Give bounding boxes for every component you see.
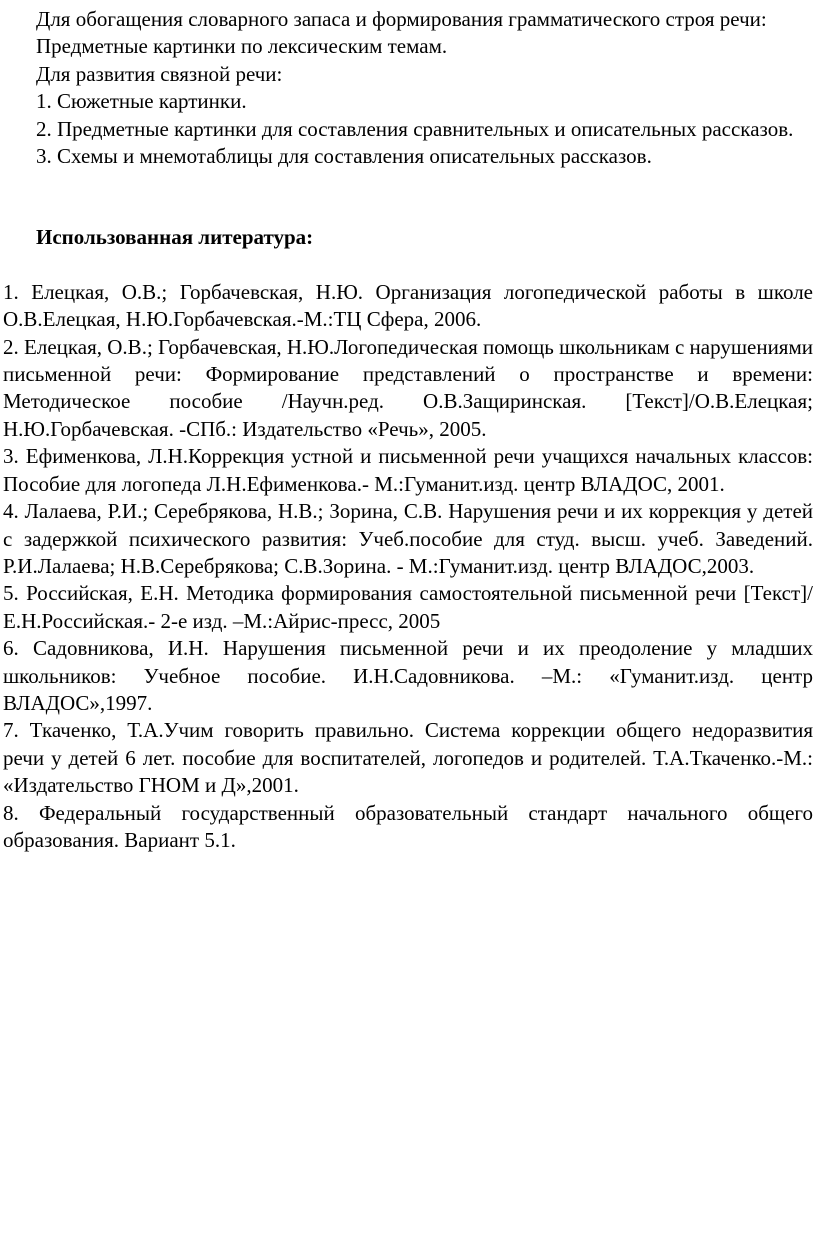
intro-paragraph-vocabulary: Для обогащения словарного запаса и формирования грамматического строя речи: bbox=[36, 7, 767, 31]
intro-list-item-2: 2. Предметные картинки для составления сравнительных и описательных рассказов. bbox=[36, 116, 794, 141]
section-spacer bbox=[3, 170, 813, 224]
reference-item: 5. Российская, Е.Н. Методика формирования самостоятельной письменной речи [Текст]/Е.Н.Российская.- 2-е изд. –М.:Айрис-пресс, 2005 bbox=[3, 581, 813, 633]
reference-item: 7. Ткаченко, Т.А.Учим говорить правильно. Система коррекции общего недоразвития речи у детей 6 лет. пособие для воспитателей, логопедов и родителей. Т.А.Ткаченко.-М.: «Издательство ГНОМ и Д»,2001. bbox=[3, 718, 813, 798]
references-list bbox=[3, 279, 813, 855]
references-heading: Использованная литература: bbox=[36, 225, 314, 250]
reference-item: 4. Лалаева, Р.И.; Серебрякова, Н.В.; Зорина, С.В. Нарушения речи и их коррекция у детей с задержкой психического развития: Учеб.пособие для студ. высш. учеб. Заведений. Р.И.Лалаева; Н.В.Серебрякова; С.В.Зорина. - М.:Гуманит.изд. центр ВЛАДОС,2003. bbox=[3, 499, 813, 578]
reference-item: 8. Федеральный государственный образовательный стандарт начального общего образования. Вариант 5.1. bbox=[3, 800, 813, 852]
intro-list-item-1: 1. Сюжетные картинки. bbox=[36, 89, 247, 114]
reference-item: 3. Ефименкова, Л.Н.Коррекция устной и письменной речи учащихся начальных классов: Пособие для логопеда Л.Н.Ефименкова.- М.:Гуманит.изд. центр ВЛАДОС, 2001. bbox=[3, 444, 813, 496]
intro-list-item-3: 3. Схемы и мнемотаблицы для составления описательных рассказов. bbox=[36, 144, 652, 169]
reference-item: 1. Елецкая, О.В.; Горбачевская, Н.Ю. Организация логопедической работы в школе О.В.Елецкая, Н.Ю.Горбачевская.-М.:ТЦ Сфера, 2006. bbox=[3, 279, 813, 332]
intro-paragraph-coherent-speech: Для развития связной речи: bbox=[36, 61, 283, 86]
intro-paragraph-subject-pictures: Предметные картинки по лексическим темам. bbox=[36, 34, 448, 59]
reference-item: 2. Елецкая, О.В.; Горбачевская, Н.Ю.Логопедическая помощь школьникам с нарушениями письменной речи: Формирование представлений о пространстве и времени: Методическое пособие /Научн.ред. О.В.Защиринская. [Текст]/О.В.Елецкая; Н.Ю.Горбачевская. -СПб.: Издательство «Речь», 2005. bbox=[3, 334, 813, 441]
reference-item: 6. Садовникова, И.Н. Нарушения письменной речи и их преодоление у младших школьников: Учебное пособие. И.Н.Садовникова. –М.: «Гуманит.изд. центр ВЛАДОС»,1997. bbox=[3, 636, 813, 715]
heading-spacer bbox=[3, 252, 813, 279]
